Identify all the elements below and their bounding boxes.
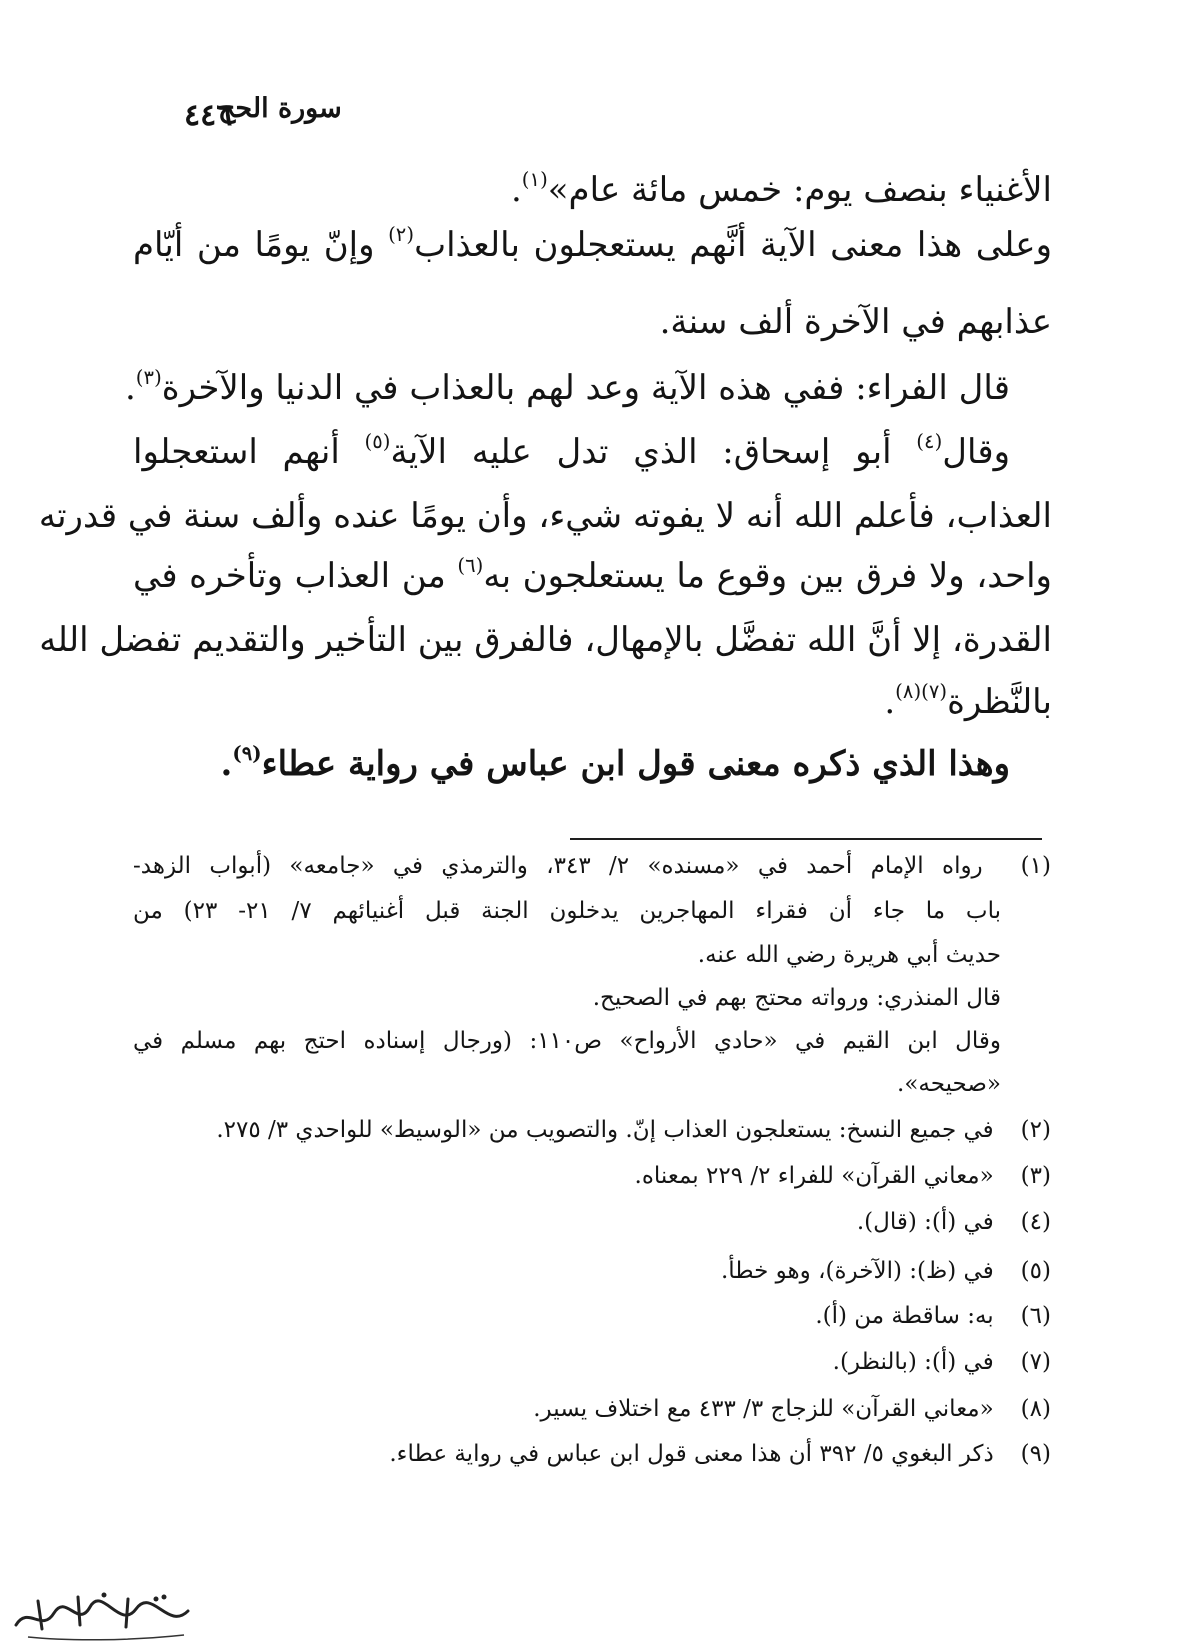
footnote-1-line-2: باب ما جاء أن فقراء المهاجرين يدخلون الجنة قبل أغنيائهم ٧/ ٢١- ٢٣) من bbox=[133, 898, 1001, 924]
footnote-4: (٤) في (أ): (قال). bbox=[856, 1209, 1051, 1235]
body-line-3: عذابهم في الآخرة ألف سنة. bbox=[659, 302, 1052, 342]
body-line-8: القدرة، إلا أنَّ الله تفضَّل بالإمهال، فالفرق بين التأخير والتقديم تفضل الله bbox=[39, 620, 1052, 660]
body-line-6: العذاب، فأعلم الله أنه لا يفوته شيء، وأن يومًا عنده وألف سنة في قدرته bbox=[38, 496, 1052, 536]
body-line-9: بالنَّظرة$^{(٧)(٨)}$. bbox=[884, 680, 1052, 722]
body-line-5: وقال$^{(٤)}$ أبو إسحاق: الذي تدل عليه الآية$^{(٥)}$ أنهم استعجلوا bbox=[133, 430, 1010, 472]
body-line-7: واحد، ولا فرق بين وقوع ما يستعلجون به$^{(٦)}$ من العذاب وتأخره في bbox=[133, 554, 1052, 596]
footnote-6: (٦) به: ساقطة من (أ). bbox=[815, 1303, 1051, 1329]
footnote-1-line-1: (١) رواه الإمام أحمد في «مسنده» ٢/ ٣٤٣، والترمذي في «جامعه» (أبواب الزهد- bbox=[133, 853, 1051, 879]
footnote-7: (٧) في (أ): (بالنظر). bbox=[832, 1349, 1051, 1375]
body-line-4: قال الفراء: ففي هذه الآية وعد لهم بالعذاب في الدنيا والآخرة$^{(٣)}$. bbox=[124, 366, 1010, 408]
footnote-5: (٥) في (ظ): (الآخرة)، وهو خطأ. bbox=[720, 1258, 1051, 1284]
footnote-1-line-5: وقال ابن القيم في «حادي الأرواح» ص١١٠: (ورجال إسناده احتج بهم مسلم في bbox=[133, 1028, 1001, 1054]
page-number: ٤٤٦ bbox=[184, 98, 233, 133]
running-title: سورة الحج bbox=[218, 93, 342, 124]
footnote-8: (٨) «معاني القرآن» للزجاج ٣/ ٤٣٣ مع اختلاف يسير. bbox=[533, 1396, 1051, 1422]
calligraphy-stamp-logo bbox=[8, 1585, 198, 1645]
footnote-9: (٩) ذكر البغوي ٥/ ٣٩٢ أن هذا معنى قول ابن عباس في رواية عطاء. bbox=[389, 1441, 1051, 1467]
body-line-10: وهذا الذي ذكره معنى قول ابن عباس في رواية عطاء$^{(٩)}$. bbox=[220, 741, 1010, 784]
body-line-1: الأغنياء بنصف يوم: خمس مائة عام»$^{(١)}$. bbox=[510, 168, 1052, 210]
footnote-1-line-4: قال المنذري: ورواته محتج بهم في الصحيح. bbox=[592, 985, 1001, 1011]
footnote-1-line-3: حديث أبي هريرة رضي الله عنه. bbox=[697, 942, 1001, 968]
body-line-2: وعلى هذا معنى الآية أنَّهم يستعجلون بالعذاب$^{(٢)}$ وإنّ يومًا من أيّام bbox=[133, 223, 1053, 265]
footnote-2: (٢) في جميع النسخ: يستعلجون العذاب إنّ. والتصويب من «الوسيط» للواحدي ٣/ ٢٧٥. bbox=[216, 1117, 1051, 1143]
footnote-separator bbox=[570, 838, 1042, 840]
footnote-1-line-6: «صحيحه». bbox=[897, 1071, 1001, 1097]
footnote-3: (٣) «معاني القرآن» للفراء ٢/ ٢٢٩ بمعناه. bbox=[634, 1163, 1051, 1189]
